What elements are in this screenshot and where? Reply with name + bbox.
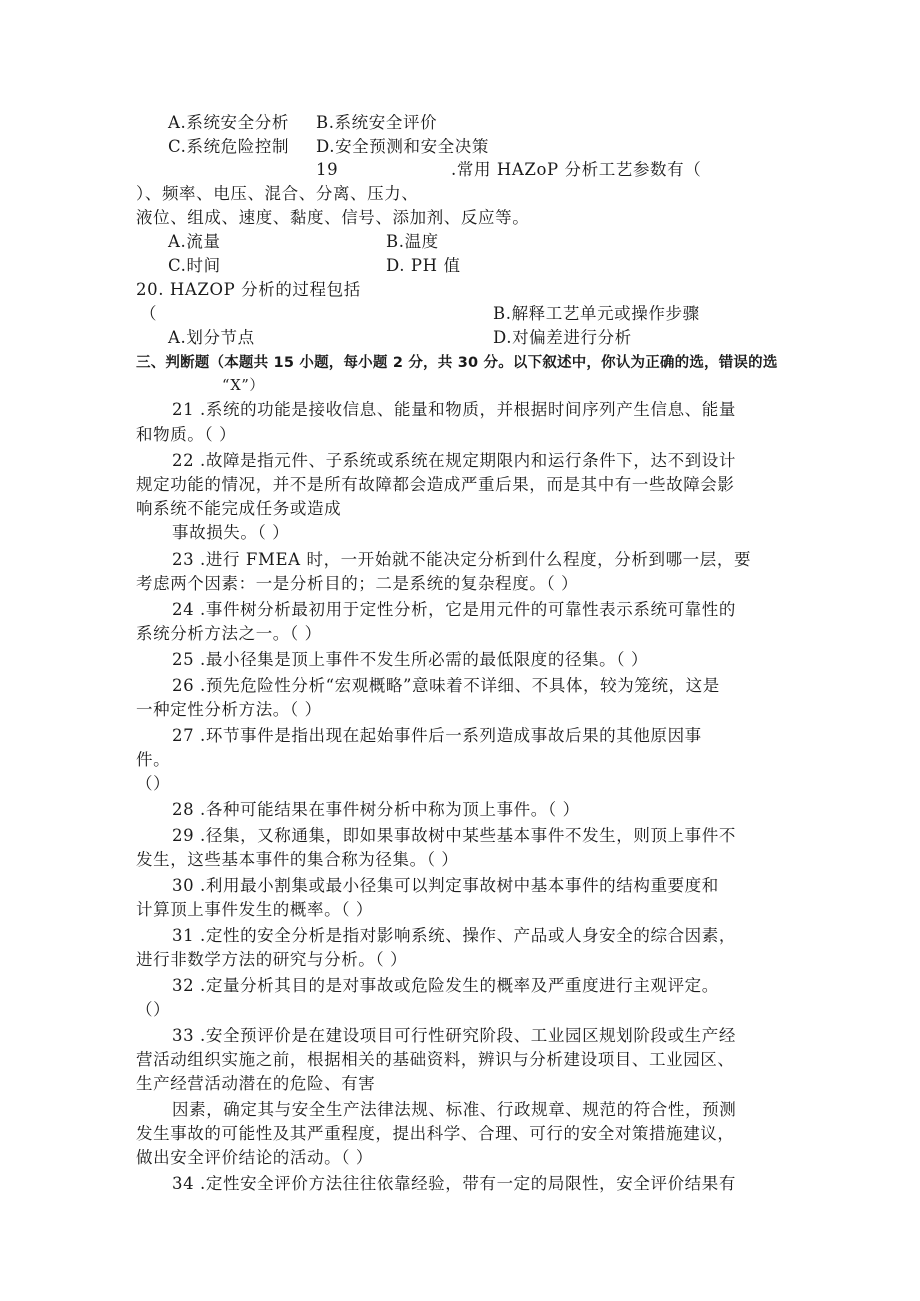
q19-option-a: A.流量 xyxy=(168,232,221,251)
q19-option-d: D. PH 值 xyxy=(386,256,461,275)
q33-line1: 33 .安全预评价是在建设项目可行性研究阶段、工业园区规划阶段或生产经 xyxy=(172,1026,736,1045)
q30-line1: 30 .利用最小割集或最小径集可以判定事故树中基本事件的结构重要度和 xyxy=(172,876,719,895)
q18-option-d: D.安全预测和安全决策 xyxy=(316,137,489,156)
q26-line2: 一种定性分析方法。（ ） xyxy=(136,700,322,719)
q19-text-line2: ）、频率、电压、混合、分离、压力、 xyxy=(136,184,419,203)
q33-line4: 因素，确定其与安全生产法律法规、标准、行政规章、规范的符合性，预测 xyxy=(172,1100,737,1119)
q29-line1: 29 .径集，又称通集，即如果事故树中某些基本事件不发生，则顶上事件不 xyxy=(172,826,736,845)
q21-line2: 和物质。（ ） xyxy=(136,425,237,444)
q25: 25 .最小径集是顶上事件不发生所必需的最低限度的径集。（ ） xyxy=(172,650,649,669)
q20-option-a: A.划分节点 xyxy=(168,328,255,347)
q24-line1: 24 .事件树分析最初用于定性分析，它是用元件的可靠性表示系统可靠性的 xyxy=(172,600,736,619)
section3-heading-line2: “X”） xyxy=(222,378,265,394)
q22-line3: 响系统不能完成任务或造成 xyxy=(136,499,342,518)
q32-line1: 32 .定量分析其目的是对事故或危险发生的概率及严重度进行主观评定。 xyxy=(172,976,719,995)
q26-line1: 26 .预先危险性分析“宏观概略”意味着不详细、不具体，较为笼统，这是 xyxy=(172,676,720,695)
q28: 28 .各种可能结果在事件树分析中称为顶上事件。（ ） xyxy=(172,800,580,819)
q18-option-a: A.系统安全分析 xyxy=(168,113,289,132)
q19-option-c: C.时间 xyxy=(168,256,221,275)
q19-number: 19 xyxy=(316,160,339,179)
q31-line2: 进行非数学方法的研究与分析。（ ） xyxy=(136,950,408,969)
q23-line2: 考虑两个因素：一是分析目的；二是系统的复杂程度。（ ） xyxy=(136,574,579,593)
q27-line3: （） xyxy=(136,774,171,793)
q20-option-d: D.对偏差进行分析 xyxy=(493,328,632,347)
q22-line2: 规定功能的情况，并不是所有故障都会造成严重后果，而是其中有一些故障会影 xyxy=(136,475,735,494)
q33-line3: 生产经营活动潜在的危险、有害 xyxy=(136,1074,376,1093)
q32-line2: （） xyxy=(136,1000,171,1019)
q22-line4: 事故损失。（ ） xyxy=(172,523,290,542)
q34-line1: 34 .定性安全评价方法往往依靠经验，带有一定的局限性，安全评价结果有 xyxy=(172,1174,736,1193)
q18-option-b: B.系统安全评价 xyxy=(316,113,438,132)
q20-text: 20. HAZOP 分析的过程包括 xyxy=(136,280,361,299)
q19-text-line3: 液位、组成、速度、黏度、信号、添加剂、反应等。 xyxy=(136,208,530,227)
q27-line1: 27 .环节事件是指出现在起始事件后一系列造成事故后果的其他原因事 xyxy=(172,726,702,745)
q29-line2: 发生，这些基本事件的集合称为径集。（ ） xyxy=(136,850,459,869)
q31-line1: 31 .定性的安全分析是指对影响系统、操作、产品或人身安全的综合因素， xyxy=(172,926,736,945)
q19-option-b: B.温度 xyxy=(386,232,439,251)
q20-paren: （ xyxy=(140,304,158,323)
q33-line6: 做出安全评价结论的活动。（ ） xyxy=(136,1148,373,1167)
q33-line5: 发生事故的可能性及其严重程度，提出科学、合理、可行的安全对策措施建议， xyxy=(136,1124,735,1143)
q22-line1: 22 .故障是指元件、子系统或系统在规定期限内和运行条件下，达不到设计 xyxy=(172,451,736,470)
q30-line2: 计算顶上事件发生的概率。（ ） xyxy=(136,900,373,919)
q20-option-b: B.解释工艺单元或操作步骤 xyxy=(493,304,700,323)
q24-line2: 系统分析方法之一。（ ） xyxy=(136,624,322,643)
section3-heading: 三、判断题（本题共 15 小题，每小题 2 分，共 30 分。以下叙述中，你认为正确的选，错误的选 xyxy=(136,355,778,371)
q33-line2: 营活动组织实施之前，根据相关的基础资料，辨识与分析建设项目、工业园区、 xyxy=(136,1050,735,1069)
q21-line1: 21 .系统的功能是接收信息、能量和物质，并根据时间序列产生信息、能量 xyxy=(172,400,736,419)
q19-text-line1: .常用 HAZoP 分析工艺参数有（ xyxy=(451,160,702,179)
q18-option-c: C.系统危险控制 xyxy=(168,137,290,156)
q23-line1: 23 .进行 FMEA 时，一开始就不能决定分析到什么程度，分析到哪一层，要 xyxy=(172,550,752,569)
q27-line2: 件。 xyxy=(136,750,171,769)
